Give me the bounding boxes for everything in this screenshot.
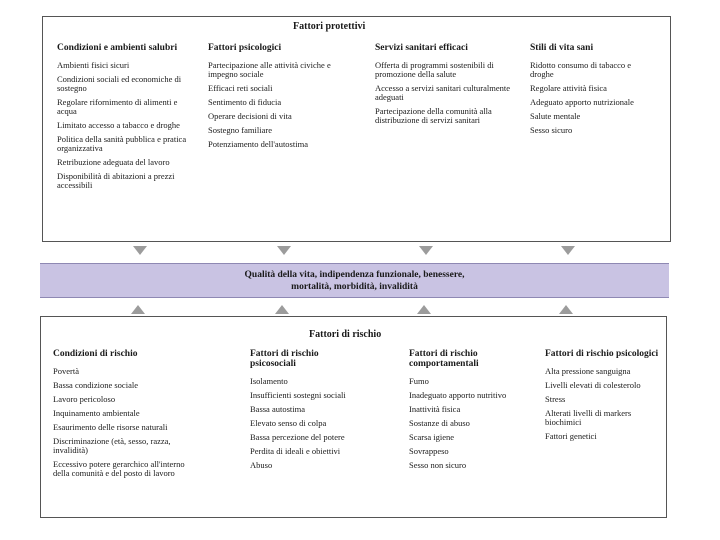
risk-factors-box bbox=[40, 316, 667, 518]
outcome-band bbox=[40, 263, 669, 298]
protective-item: Retribuzione adeguata del lavoro bbox=[57, 157, 170, 167]
risk-column-2 bbox=[250, 349, 365, 475]
risk-item: Alterati livelli di markers biochimici bbox=[545, 408, 632, 427]
risk-column-heading: Fattori di rischio comportamentali bbox=[409, 349, 479, 369]
risk-item: Fumo bbox=[409, 376, 429, 386]
down-arrow-icon bbox=[561, 246, 575, 255]
risk-item: Abuso bbox=[250, 460, 273, 470]
risk-item: Alta pressione sanguigna bbox=[545, 366, 631, 376]
down-arrow-icon bbox=[133, 246, 147, 255]
protective-item: Sesso sicuro bbox=[530, 125, 573, 135]
protective-column-2 bbox=[208, 43, 338, 154]
risk-item: Fattori genetici bbox=[545, 431, 597, 441]
protective-item: Condizioni sociali ed economiche di sostegno bbox=[57, 74, 182, 93]
risk-item: Sovrappeso bbox=[409, 446, 449, 456]
protective-item: Regolare attività fisica bbox=[530, 83, 607, 93]
risk-item: Esaurimento delle risorse naturali bbox=[53, 422, 168, 432]
risk-item: Bassa condizione sociale bbox=[53, 380, 138, 390]
risk-item: Sesso non sicuro bbox=[409, 460, 467, 470]
protective-item: Sostegno familiare bbox=[208, 125, 272, 135]
protective-item: Partecipazione della comunità alla distribuzione di servizi sanitari bbox=[375, 106, 492, 125]
protective-item: Regolare rifornimento di alimenti e acqua bbox=[57, 97, 178, 116]
protective-item: Sentimento di fiducia bbox=[208, 97, 282, 107]
up-arrow-icon bbox=[131, 305, 145, 314]
protective-item: Accesso a servizi sanitari culturalmente adeguati bbox=[375, 83, 510, 102]
risk-column-heading: Condizioni di rischio bbox=[53, 349, 138, 359]
risk-item: Scarsa igiene bbox=[409, 432, 455, 442]
up-arrow-icon bbox=[275, 305, 289, 314]
risk-item: Stress bbox=[545, 394, 566, 404]
risk-column-1 bbox=[53, 349, 203, 483]
risk-item: Lavoro pericoloso bbox=[53, 394, 116, 404]
risk-column-heading: Fattori di rischio psicologici bbox=[545, 349, 659, 359]
risk-item: Elevato senso di colpa bbox=[250, 418, 327, 428]
risk-item: Eccessivo potere gerarchico all'interno della comunità e del posto di lavoro bbox=[53, 459, 185, 478]
risk-item: Isolamento bbox=[250, 376, 288, 386]
protective-column-3 bbox=[375, 43, 510, 130]
risk-item: Perdita di ideali e obiettivi bbox=[250, 446, 341, 456]
protective-column-heading: Stili di vita sani bbox=[530, 43, 594, 53]
risk-item: Bassa autostima bbox=[250, 404, 306, 414]
down-arrow-icon bbox=[277, 246, 291, 255]
protective-item: Salute mentale bbox=[530, 111, 581, 121]
risk-item: Inattività fisica bbox=[409, 404, 461, 414]
protective-factors-title: Fattori protettivi bbox=[293, 21, 366, 32]
protective-item: Ambienti fisici sicuri bbox=[57, 60, 130, 70]
protective-column-heading: Servizi sanitari efficaci bbox=[375, 43, 468, 53]
risk-item: Insufficienti sostegni sociali bbox=[250, 390, 346, 400]
protective-column-heading: Fattori psicologici bbox=[208, 43, 282, 53]
up-arrow-icon bbox=[559, 305, 573, 314]
outcome-line-1: Qualità della vita, indipendenza funzionale, benessere, bbox=[244, 270, 465, 280]
protective-factors-box bbox=[42, 16, 671, 242]
protective-item: Adeguato apporto nutrizionale bbox=[530, 97, 634, 107]
risk-item: Inquinamento ambientale bbox=[53, 408, 140, 418]
risk-item: Bassa percezione del potere bbox=[250, 432, 345, 442]
protective-column-heading: Condizioni e ambienti salubri bbox=[57, 43, 178, 53]
protective-item: Limitato accesso a tabacco e droghe bbox=[57, 120, 180, 130]
risk-factors-title: Fattori di rischio bbox=[309, 329, 382, 340]
protective-item: Efficaci reti sociali bbox=[208, 83, 273, 93]
protective-item: Disponibilità di abitazioni a prezzi accessibili bbox=[57, 171, 175, 190]
risk-column-4 bbox=[545, 349, 660, 446]
down-arrow-icon bbox=[419, 246, 433, 255]
outcome-line-2: mortalità, morbidità, invalidità bbox=[291, 282, 418, 292]
protective-column-1 bbox=[57, 43, 187, 195]
risk-item: Discriminazione (età, sesso, razza, invalidità) bbox=[53, 436, 171, 455]
protective-item: Operare decisioni di vita bbox=[208, 111, 292, 121]
protective-column-4 bbox=[530, 43, 650, 140]
protective-item: Politica della sanità pubblica e pratica organizzativa bbox=[57, 134, 187, 153]
protective-item: Offerta di programmi sostenibili di promozione della salute bbox=[375, 60, 494, 79]
protective-item: Potenziamento dell'autostima bbox=[208, 139, 308, 149]
up-arrow-icon bbox=[417, 305, 431, 314]
risk-item: Livelli elevati di colesterolo bbox=[545, 380, 641, 390]
risk-column-heading: Fattori di rischio psicosociali bbox=[250, 349, 319, 369]
risk-column-3 bbox=[409, 349, 529, 475]
protective-item: Ridotto consumo di tabacco e droghe bbox=[530, 60, 632, 79]
risk-item: Sostanze di abuso bbox=[409, 418, 470, 428]
risk-item: Povertà bbox=[53, 366, 79, 376]
protective-item: Partecipazione alle attività civiche e impegno sociale bbox=[208, 60, 331, 79]
risk-item: Inadeguato apporto nutritivo bbox=[409, 390, 507, 400]
